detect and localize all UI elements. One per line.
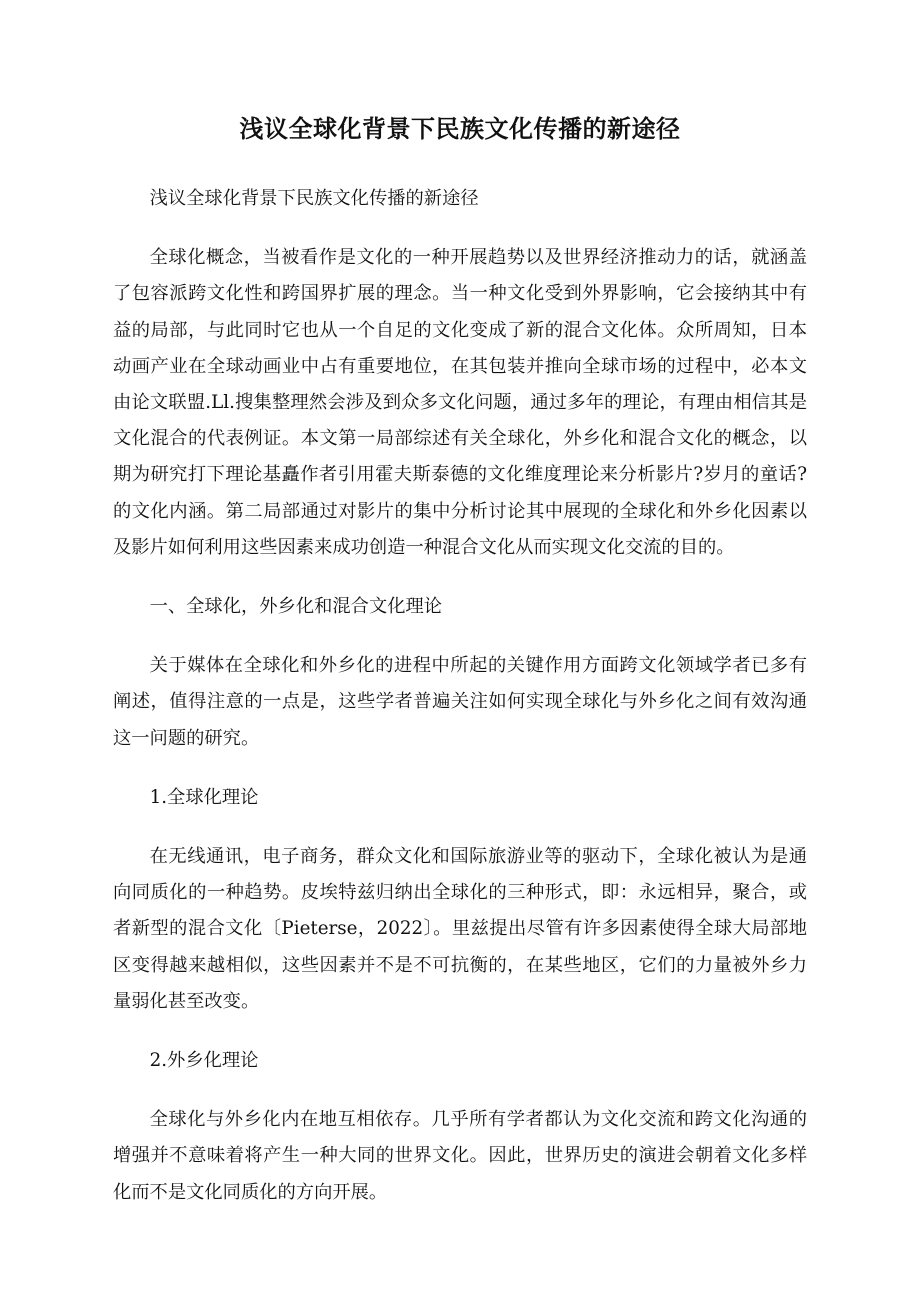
subsection-heading-localization: 2.外乡化理论 — [149, 1050, 259, 1072]
paragraph-localization: 全球化与外乡化内在地互相依存。几乎所有学者都认为文化交流和跨文化沟通的增强并不意味着将产生一种大同的世界文化。因此，世界历史的演进会朝着文化多样化而不是文化同质化的方向开展。 — [113, 1109, 807, 1203]
section-heading-1: 一、全球化，外乡化和混合文化理论 — [149, 596, 443, 618]
subsection-heading-globalization: 1.全球化理论 — [149, 786, 259, 808]
document-title: 浅议全球化背景下民族文化传播的新途径 — [239, 114, 681, 143]
paragraph-globalization: 在无线通讯，电子商务，群众文化和国际旅游业等的驱动下，全球化被认为是通向同质化的一种趋势。皮埃特兹归纳出全球化的三种形式，即：永远相异，聚合，或者新型的混合文化〔Pieterse，2022〕。里兹提出尽管有许多因素使得全球大局部地区变得越来越相似，这些因素并不是不可抗衡的，在某些地区，它们的力量被外乡力量弱化甚至改变。 — [113, 846, 807, 1012]
paragraph-intro: 全球化概念，当被看作是文化的一种开展趋势以及世界经济推动力的话，就涵盖了包容派跨文化性和跨国界扩展的理念。当一种文化受到外界影响，它会接纳其中有益的局部，与此同时它也从一个自足的文化变成了新的混合文化体。众所周知，日本动画产业在全球动画业中占有重要地位，在其包装并推向全球市场的过程中，必本文由论文联盟.Ll.搜集整理然会涉及到众多文化问题，通过多年的理论，有理由相信其是文化混合的代表例证。本文第一局部综述有关全球化，外乡化和混合文化的概念，以期为研究打下理论基矗作者引用霍夫斯泰德的文化维度理论来分析影片?岁月的童话?的文化内涵。第二局部通过对影片的集中分析讨论其中展现的全球化和外乡化因素以及影片如何利用这些因素来成功创造一种混合文化从而实现文化交流的目的。 — [113, 247, 807, 558]
document-body — [113, 181, 807, 1234]
paragraph-subtitle: 浅议全球化背景下民族文化传播的新途径 — [149, 188, 479, 209]
paragraph-section-1: 关于媒体在全球化和外乡化的进程中所起的关键作用方面跨文化领域学者已多有阐述，值得注意的一点是，这些学者普遍关注如何实现全球化与外乡化之间有效沟通这一问题的研究。 — [113, 655, 807, 749]
